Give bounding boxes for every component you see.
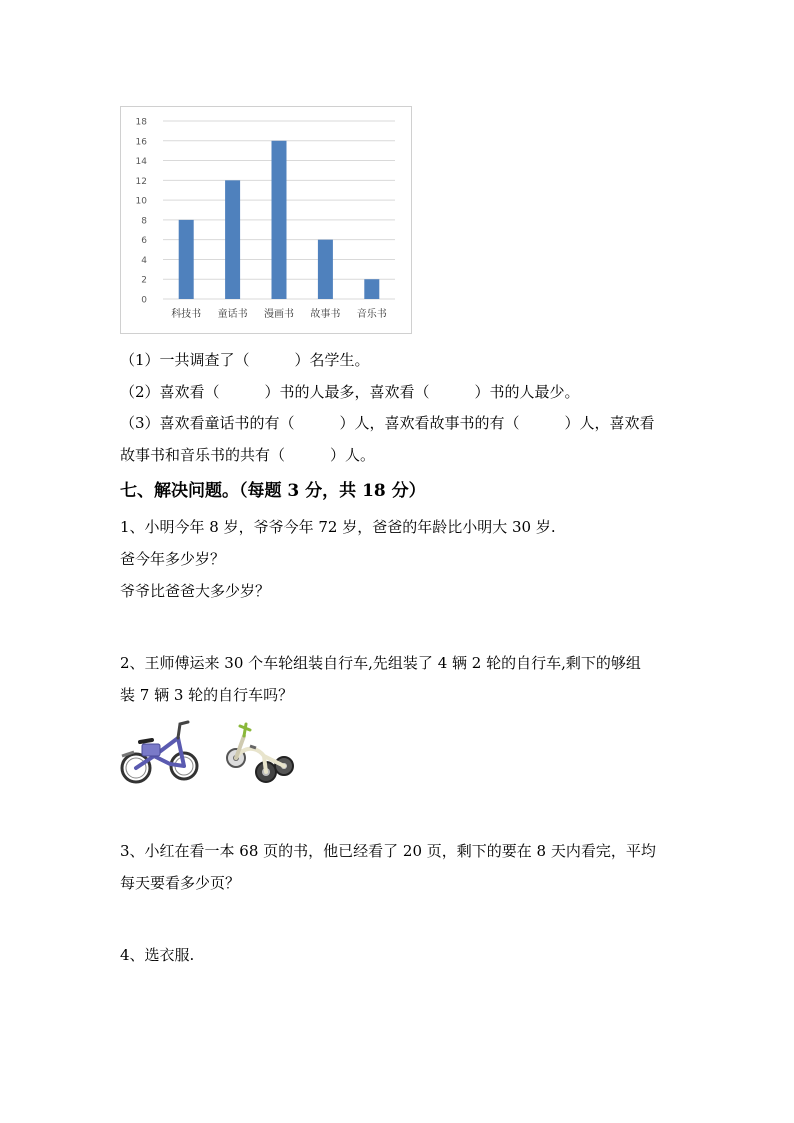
bar [272, 141, 287, 299]
y-tick-label: 14 [135, 157, 147, 168]
y-tick-label: 8 [141, 216, 147, 227]
bar [364, 279, 379, 299]
problem-1-line-2: 爸今年多少岁？ [120, 550, 226, 568]
bar-chart [120, 106, 412, 334]
problem-4-line-1: 4、选衣服. [120, 946, 195, 964]
problem-1-line-1: 1、小明今年 8 岁，爷爷今年 72 岁，爸爸的年龄比小明大 30 岁. [120, 518, 556, 536]
problem-3-line-2: 每天要看多少页？ [120, 874, 241, 892]
y-tick-label: 16 [135, 137, 147, 148]
problem-2-line-2: 装 7 辆 3 轮的自行车吗？ [120, 686, 294, 704]
y-tick-label: 2 [141, 275, 147, 286]
bar [318, 240, 333, 299]
bar [225, 180, 240, 299]
y-tick-label: 6 [141, 236, 147, 247]
bicycle-icon [118, 716, 202, 786]
problem-3-line-1: 3、小红在看一本 68 页的书，他已经看了 20 页，剩下的要在 8 天内看完，平均 [120, 842, 656, 860]
x-tick-label: 童话书 [217, 309, 248, 320]
x-tick-label: 漫画书 [264, 309, 294, 320]
x-tick-label: 科技书 [171, 309, 202, 320]
x-tick-label: 音乐书 [356, 309, 387, 320]
x-tick-label: 故事书 [310, 309, 341, 320]
question-2: （2）喜欢看（ ）书的人最多，喜欢看（ ）书的人最少。 [120, 383, 580, 401]
chart-svg [121, 107, 413, 335]
y-tick-label: 18 [135, 117, 147, 128]
question-3-line-2: 故事书和音乐书的共有（ ）人。 [120, 446, 376, 464]
question-1: （1）一共调查了（ ）名学生。 [120, 351, 370, 369]
y-tick-label: 0 [141, 295, 147, 306]
problem-2-line-1: 2、王师傅运来 30 个车轮组装自行车,先组装了 4 辆 2 轮的自行车,剩下的够组 [120, 654, 641, 672]
tricycle-icon [220, 716, 296, 786]
y-tick-label: 10 [135, 196, 147, 207]
y-tick-label: 4 [141, 255, 147, 266]
question-3-line-1: （3）喜欢看童话书的有（ ）人，喜欢看故事书的有（ ）人，喜欢看 [120, 414, 655, 432]
y-tick-label: 12 [135, 176, 147, 187]
problem-1-line-3: 爷爷比爸爸大多少岁？ [120, 582, 271, 600]
section-7-title: 七、解决问题。（每题 3 分，共 18 分） [120, 481, 426, 501]
bar [179, 220, 194, 299]
